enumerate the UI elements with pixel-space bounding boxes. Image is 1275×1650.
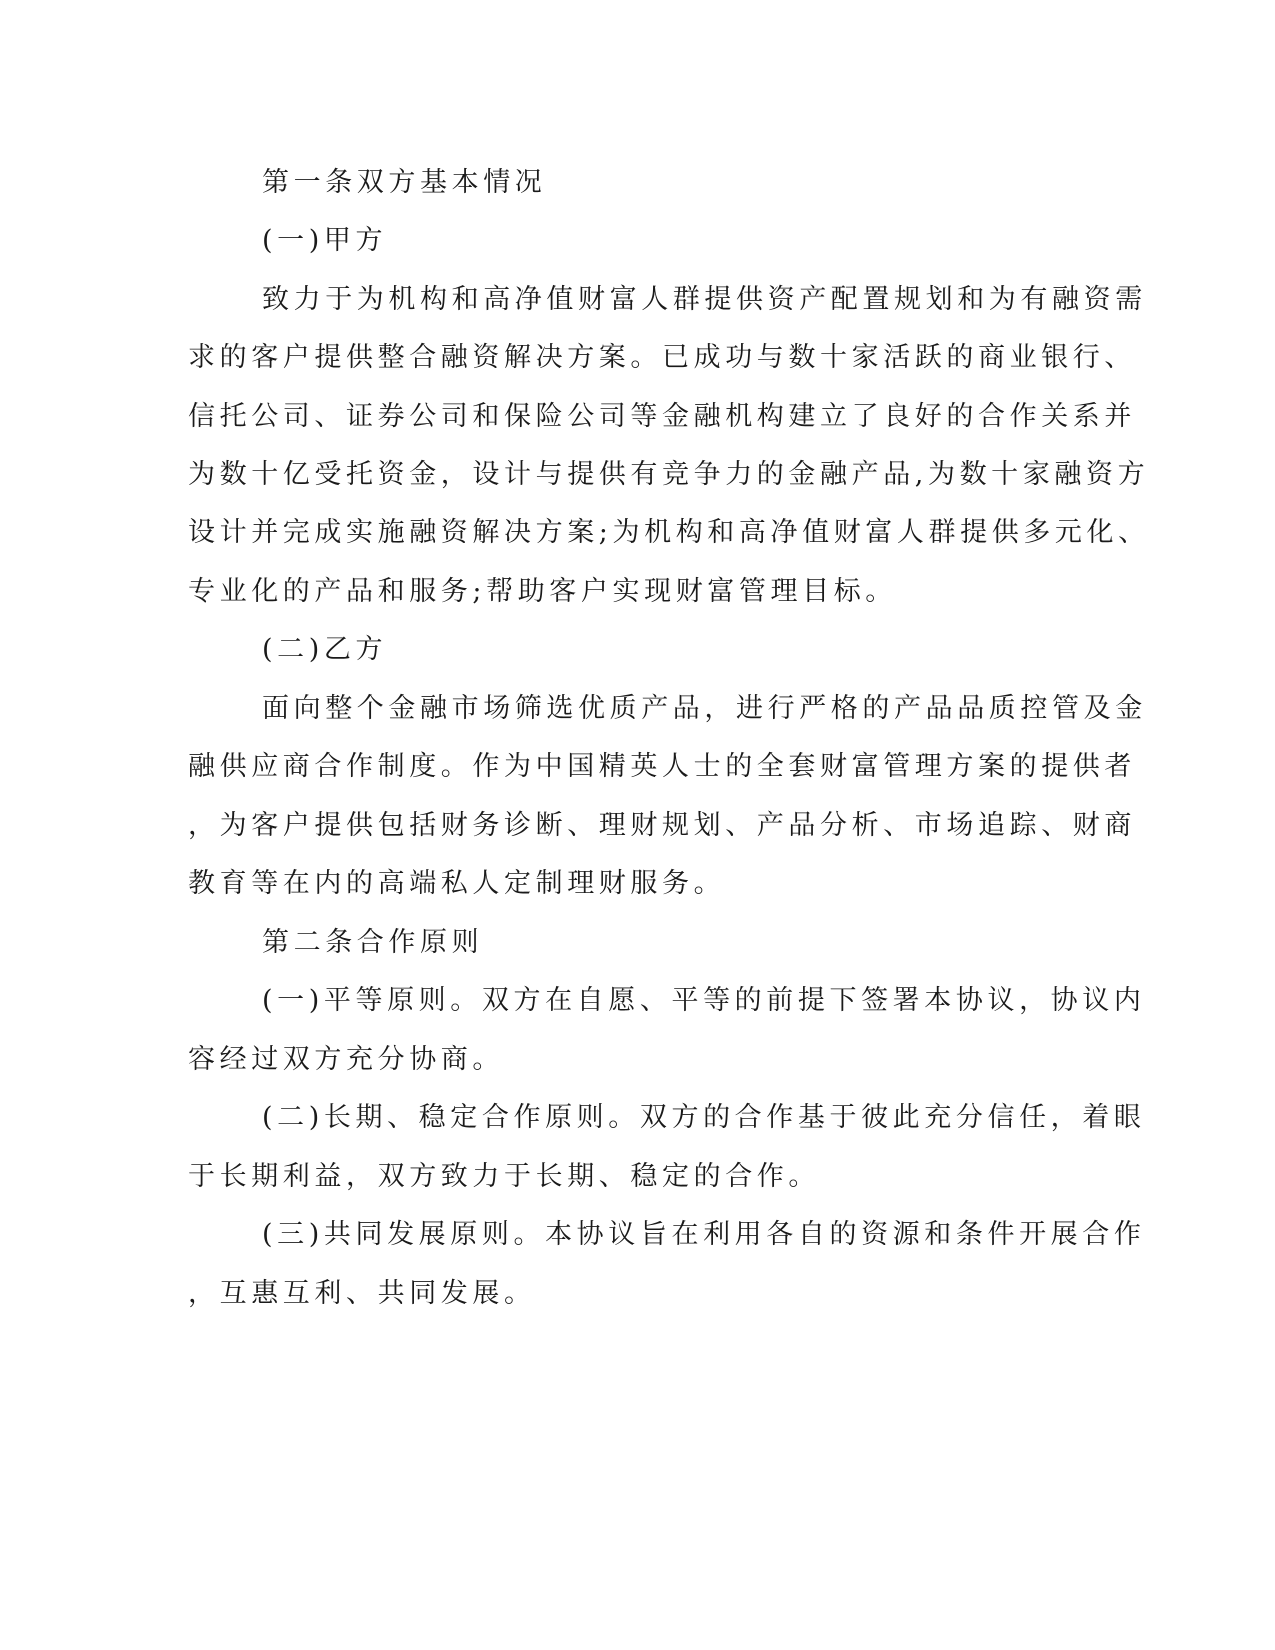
- principle-1-text-line: (一)平等原则。双方在自愿、平等的前提下签署本协议，协议内: [262, 985, 1146, 1016]
- party-a-text-line: 求的客户提供整合融资解决方案。已成功与数十家活跃的商业银行、: [188, 342, 1136, 373]
- party-a-text-line: 信托公司、证券公司和保险公司等金融机构建立了良好的合作关系并: [188, 401, 1136, 432]
- article-2-heading: 第二条合作原则: [262, 927, 484, 958]
- party-b-text-line: 融供应商合作制度。作为中国精英人士的全套财富管理方案的提供者: [188, 751, 1136, 782]
- party-a-text-line: 为数十亿受托资金，设计与提供有竞争力的金融产品,为数十家融资方: [188, 459, 1150, 490]
- principle-3-text-line: (三)共同发展原则。本协议旨在利用各自的资源和条件开展合作: [262, 1219, 1146, 1250]
- party-a-heading: (一)甲方: [262, 225, 388, 256]
- party-b-heading: (二)乙方: [262, 634, 388, 665]
- party-b-text-line: 面向整个金融市场筛选优质产品，进行严格的产品品质控管及金: [262, 693, 1147, 724]
- article-1-heading: 第一条双方基本情况: [262, 167, 547, 198]
- party-a-text-line: 致力于为机构和高净值财富人群提供资产配置规划和为有融资需: [262, 284, 1147, 315]
- party-b-text-line: 教育等在内的高端私人定制理财服务。: [188, 868, 726, 899]
- principle-2-text-line: 于长期利益，双方致力于长期、稳定的合作。: [188, 1161, 820, 1192]
- principle-3-text-line: ，互惠互利、共同发展。: [188, 1278, 536, 1309]
- party-a-text-line: 专业化的产品和服务;帮助客户实现财富管理目标。: [188, 576, 897, 607]
- party-b-text-line: ，为客户提供包括财务诊断、理财规划、产品分析、市场追踪、财商: [188, 810, 1136, 841]
- party-a-text-line: 设计并完成实施融资解决方案;为机构和高净值财富人群提供多元化、: [188, 517, 1150, 548]
- principle-1-text-line: 容经过双方充分协商。: [188, 1044, 504, 1075]
- principle-2-text-line: (二)长期、稳定合作原则。双方的合作基于彼此充分信任，着眼: [262, 1102, 1146, 1133]
